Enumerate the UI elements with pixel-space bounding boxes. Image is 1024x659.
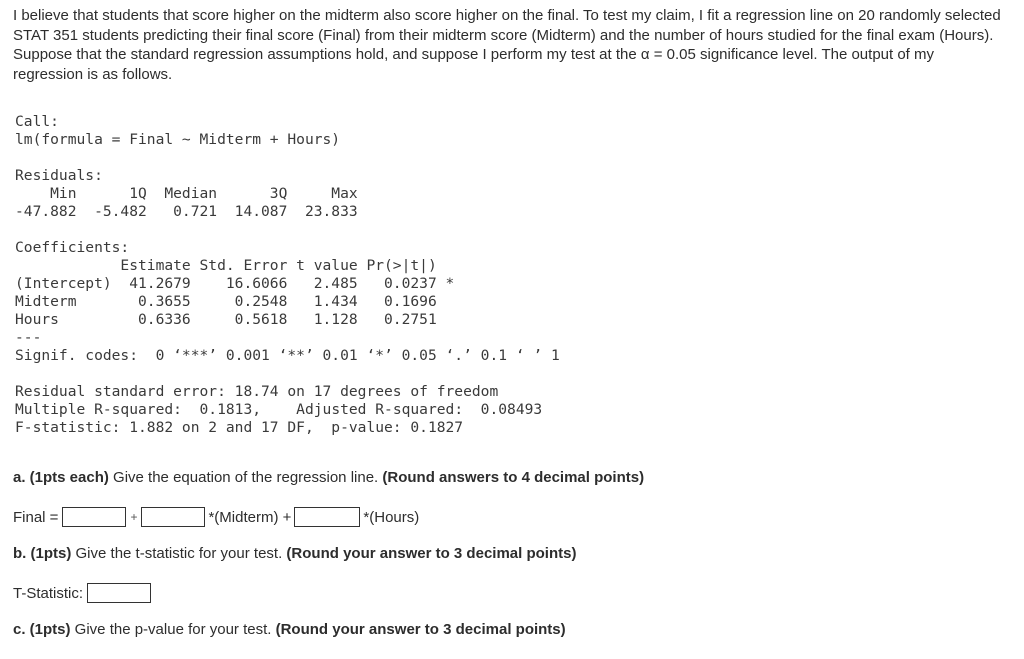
question-b-prefix: b. (1pts)	[13, 545, 72, 562]
intercept-input[interactable]	[62, 507, 126, 527]
hours-coef-input[interactable]	[294, 507, 360, 527]
midterm-coef-input[interactable]	[141, 507, 205, 527]
regression-equation-row	[13, 506, 419, 528]
final-label: Final =	[13, 508, 59, 526]
midterm-label: *(Midterm) +	[208, 508, 292, 526]
question-c-text: Give the p-value for your test.	[70, 621, 276, 638]
question-a-prefix: a. (1pts each)	[13, 469, 109, 486]
t-statistic-input[interactable]	[87, 583, 151, 603]
question-b-rounding: (Round your answer to 3 decimal points)	[286, 545, 577, 562]
question-c	[13, 621, 566, 638]
t-statistic-label: T-Statistic:	[13, 584, 84, 602]
question-a-rounding: (Round answers to 4 decimal points)	[382, 469, 645, 486]
question-a	[13, 469, 644, 486]
question-c-rounding: (Round your answer to 3 decimal points)	[275, 621, 566, 638]
question-b	[13, 545, 576, 562]
hours-label: *(Hours)	[363, 508, 420, 526]
regression-output: Call: lm(formula = Final ~ Midterm + Hours) Residuals: Min 1Q Median 3Q Max -47.882 -5.482 0.721 14.087 23.833 Coefficients: Estimate Std. Error t value Pr(>|t|) (Intercept) 41.2679 16.6066 2.485 0.0237 * Midterm 0.3655 0.2548 1.434 0.1696 Hours 0.6336 0.5618 1.128 0.2751 --- Signif. codes: 0 ‘***’ 0.001 ‘**’ 0.01 ‘*’ 0.05 ‘.’ 0.1 ‘ ’ 1 Residual standard error: 18.74 on 17 degrees of freedom Multiple R-squared: 0.1813, Adjusted R-squared: 0.08493 F-statistic: 1.882 on 2 and 17 DF, p-value: 0.1827	[15, 113, 560, 436]
question-b-text: Give the t-statistic for your test.	[71, 545, 287, 562]
problem-statement: I believe that students that score higher on the midterm also score higher on the final. To test my claim, I fit a regression line on 20 randomly selected STAT 351 students predicting their final score (Final) from their midterm score (Midterm) and the number of hours studied for the final exam (Hours). Suppose that the standard regression assumptions hold, and suppose I perform my test at the α = 0.05 significance level. The output of my regression is as follows.	[13, 7, 1001, 83]
question-a-text: Give the equation of the regression line.	[108, 469, 383, 486]
plus-label: +	[130, 510, 138, 524]
t-statistic-row	[13, 582, 151, 604]
question-c-prefix: c. (1pts)	[13, 621, 71, 638]
